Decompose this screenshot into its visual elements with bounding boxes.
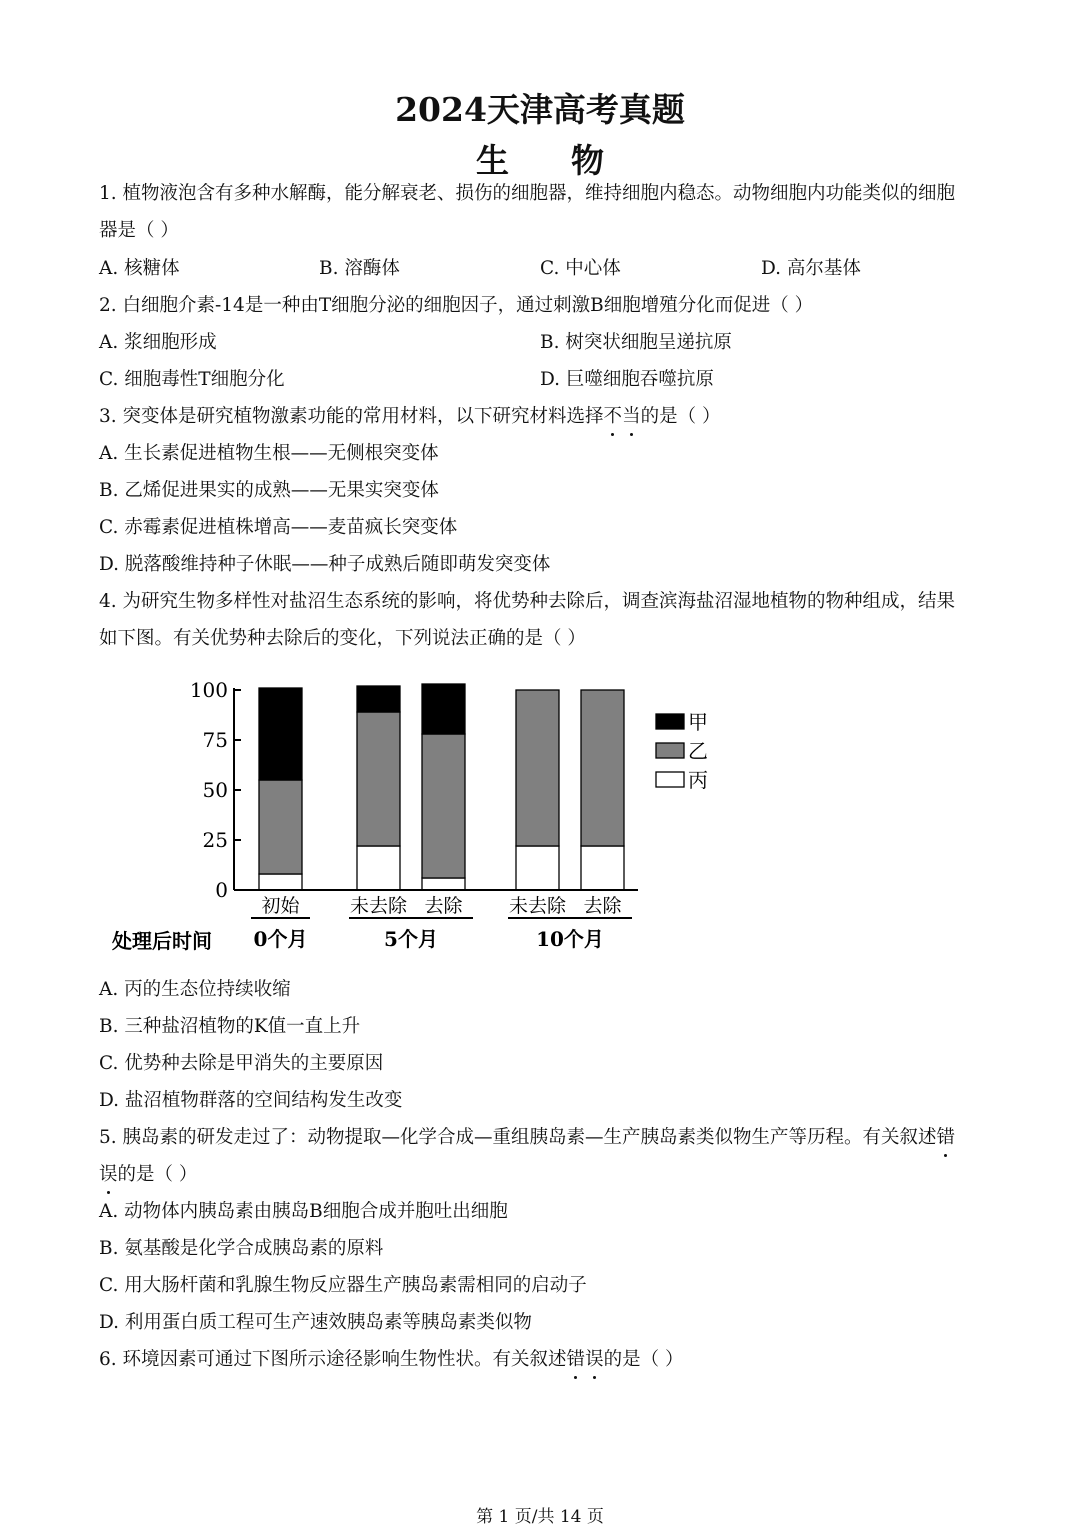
- bar-甲-2: [422, 684, 465, 734]
- q3-stem: [99, 405, 720, 429]
- q2-stem: 2. 白细胞介素-14是一种由T细胞分泌的细胞因子，通过刺激B细胞增殖分化而促进（ ）: [99, 295, 814, 316]
- subject-char-1: 生: [476, 141, 509, 180]
- legend-label-0: 甲: [688, 710, 708, 734]
- q6-emphasis-2: 误: [585, 1349, 604, 1370]
- q3-option-a: A. 生长素促进植物生根——无侧根突变体: [99, 443, 439, 464]
- bar-乙-4: [581, 690, 624, 846]
- bar-丙-4: [581, 846, 624, 890]
- q1-option-a: A. 核糖体: [99, 258, 180, 279]
- q3-stem-pre: 3. 突变体是研究植物激素功能的常用材料，以下研究材料选择: [99, 406, 604, 427]
- bar-丙-2: [422, 878, 465, 890]
- q4-option-a: A. 丙的生态位持续收缩: [99, 979, 291, 1000]
- q5-option-c: C. 用大肠杆菌和乳腺生物反应器生产胰岛素需相同的启动子: [99, 1275, 587, 1296]
- group-label-0: 0个月: [253, 927, 308, 951]
- q2-option-c: C. 细胞毒性T细胞分化: [99, 369, 285, 390]
- category-label-2: 去除: [424, 895, 463, 917]
- q5-emphasis-2: 误: [99, 1164, 118, 1185]
- subject-char-2: 物: [571, 141, 604, 180]
- y-tick-label-50: 50: [202, 778, 228, 802]
- q4-stem-line1: 4. 为研究生物多样性对盐沼生态系统的影响，将优势种去除后，调查滨海盐沼湿地植物的物种组成，结果: [99, 591, 956, 612]
- group-label-2: 10个月: [536, 927, 604, 951]
- bar-乙-0: [259, 780, 302, 874]
- category-label-3: 未去除: [508, 895, 567, 917]
- q6-stem: [99, 1348, 683, 1372]
- q4-option-c: C. 优势种去除是甲消失的主要原因: [99, 1053, 384, 1074]
- q2-option-b: B. 树突状细胞呈递抗原: [540, 332, 732, 353]
- q2-option-a: A. 浆细胞形成: [99, 332, 217, 353]
- page-footer: 第 1 页/共 14 页: [476, 1507, 604, 1527]
- q5-stem-line1: [99, 1126, 955, 1150]
- bar-甲-0: [259, 688, 302, 780]
- q5-stem-post: 的是（ ）: [117, 1164, 198, 1185]
- q3-emphasis-2: 当: [622, 406, 641, 427]
- q1-stem-line2: 器是（ ）: [99, 220, 179, 241]
- bar-丙-3: [516, 846, 559, 890]
- y-tick-label-0: 0: [215, 878, 228, 902]
- category-label-0: 初始: [261, 895, 300, 917]
- bar-丙-1: [357, 846, 400, 890]
- bar-甲-1: [357, 686, 400, 712]
- bar-丙-0: [259, 874, 302, 890]
- q6-stem-post: 的是（ ）: [603, 1349, 684, 1370]
- q5-option-a: A. 动物体内胰岛素由胰岛B细胞合成并胞吐出细胞: [99, 1201, 508, 1222]
- legend-label-2: 丙: [688, 768, 708, 792]
- q1-stem-line1: 1. 植物液泡含有多种水解酶，能分解衰老、损伤的细胞器，维持细胞内稳态。动物细胞内功能类似的细胞: [99, 183, 956, 204]
- q1-option-d: D. 高尔基体: [761, 258, 861, 279]
- q5-stem-line2: [99, 1163, 197, 1187]
- y-tick-label-25: 25: [202, 828, 228, 852]
- q6-stem-pre: 6. 环境因素可通过下图所示途径影响生物性状。有关叙述: [99, 1349, 567, 1370]
- q6-emphasis-1: 错: [566, 1349, 586, 1370]
- q4-option-b: B. 三种盐沼植物的K值一直上升: [99, 1016, 361, 1037]
- legend-swatch-1: [656, 743, 684, 758]
- q4-option-d: D. 盐沼植物群落的空间结构发生改变: [99, 1090, 403, 1111]
- group-label-1: 5个月: [384, 927, 438, 951]
- q5-emphasis-1: 错: [936, 1127, 956, 1148]
- q4-stem-line2: 如下图。有关优势种去除后的变化，下列说法正确的是（ ）: [99, 628, 586, 649]
- y-tick-label-75: 75: [202, 728, 228, 752]
- q1-option-c: C. 中心体: [540, 258, 621, 279]
- legend-swatch-2: [656, 772, 684, 787]
- category-label-1: 未去除: [349, 895, 408, 917]
- y-tick-label-100: 100: [189, 678, 228, 702]
- q5-option-d: D. 利用蛋白质工程可生产速效胰岛素等胰岛素类似物: [99, 1312, 532, 1333]
- q5-option-b: B. 氨基酸是化学合成胰岛素的原料: [99, 1238, 384, 1259]
- page-title: 2024天津高考真题: [395, 90, 685, 129]
- q3-emphasis-1: 不: [603, 406, 623, 427]
- legend-label-1: 乙: [688, 739, 708, 763]
- x-axis-title: 处理后时间: [112, 929, 212, 953]
- q3-option-c: C. 赤霉素促进植株增高——麦苗疯长突变体: [99, 517, 458, 538]
- bar-乙-3: [516, 690, 559, 846]
- subject-title: [0, 135, 1080, 182]
- q3-option-b: B. 乙烯促进果实的成熟——无果实突变体: [99, 480, 439, 501]
- q2-option-d: D. 巨噬细胞吞噬抗原: [540, 369, 714, 390]
- q5-stem-pre: 5. 胰岛素的研发走过了：动物提取—化学合成—重组胰岛素—生产胰岛素类似物生产等历程。有关叙述: [99, 1127, 937, 1148]
- category-label-4: 去除: [583, 895, 622, 917]
- q1-option-b: B. 溶酶体: [319, 258, 400, 279]
- legend-swatch-0: [656, 714, 684, 729]
- bar-乙-1: [357, 712, 400, 846]
- q3-stem-post: 的是（ ）: [640, 406, 721, 427]
- q3-option-d: D. 脱落酸维持种子休眠——种子成熟后随即萌发突变体: [99, 554, 551, 575]
- bar-乙-2: [422, 734, 465, 878]
- species-composition-chart: [100, 672, 740, 962]
